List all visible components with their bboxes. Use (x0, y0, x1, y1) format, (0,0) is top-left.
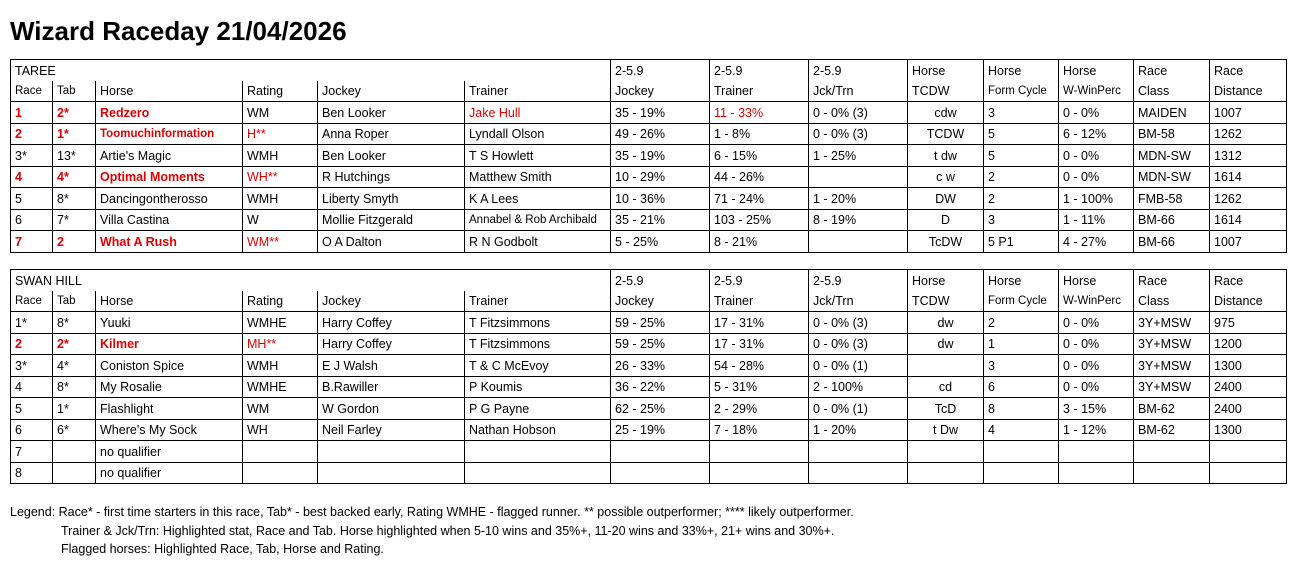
cell-tcdw: TcDW (908, 231, 984, 253)
column-header: Jockey (611, 291, 710, 312)
cell-tab: 2* (53, 333, 96, 355)
cell-w-winperc (1059, 462, 1134, 484)
cell-trainer-stat: 8 - 21% (710, 231, 809, 253)
cell-trainer: T S Howlett (465, 145, 611, 167)
cell-jck-trn: 0 - 0% (3) (809, 333, 908, 355)
cell-tab (53, 462, 96, 484)
cell-jockey: Mollie Fitzgerald (318, 209, 465, 231)
cell-tab: 6* (53, 419, 96, 441)
meeting-name: TAREE (11, 60, 611, 81)
cell-jockey-stat (611, 462, 710, 484)
cell-class: 3Y+MSW (1134, 333, 1210, 355)
table-row (11, 312, 1287, 334)
cell-rating: MH** (243, 333, 318, 355)
cell-form-cycle: 5 P1 (984, 231, 1059, 253)
cell-jockey-stat: 10 - 29% (611, 166, 710, 188)
table-row (11, 188, 1287, 210)
cell-distance: 1300 (1210, 355, 1287, 377)
cell-tab: 7* (53, 209, 96, 231)
meeting-table-swan-hill (10, 269, 1287, 484)
cell-distance: 2400 (1210, 398, 1287, 420)
cell-distance: 2400 (1210, 376, 1287, 398)
cell-rating: WH** (243, 166, 318, 188)
meeting-name: SWAN HILL (11, 270, 611, 291)
table-row (11, 209, 1287, 231)
cell-rating: WM (243, 398, 318, 420)
cell-tab: 8* (53, 188, 96, 210)
cell-w-winperc: 1 - 11% (1059, 209, 1134, 231)
column-header: TCDW (908, 81, 984, 102)
header-top-cell: 2-5.9 (611, 60, 710, 81)
cell-tab (53, 441, 96, 463)
cell-race: 4 (11, 166, 53, 188)
cell-distance: 1312 (1210, 145, 1287, 167)
column-header: Jck/Trn (809, 291, 908, 312)
cell-jockey: Ben Looker (318, 102, 465, 124)
column-header: Form Cycle (984, 81, 1059, 102)
cell-race: 8 (11, 462, 53, 484)
cell-tcdw: dw (908, 333, 984, 355)
header-top-cell: 2-5.9 (611, 270, 710, 291)
cell-trainer (465, 462, 611, 484)
cell-race: 5 (11, 188, 53, 210)
cell-w-winperc: 1 - 100% (1059, 188, 1134, 210)
cell-w-winperc: 0 - 0% (1059, 376, 1134, 398)
cell-trainer-stat (710, 462, 809, 484)
cell-race: 5 (11, 398, 53, 420)
header-top-cell: 2-5.9 (710, 270, 809, 291)
column-header: Jockey (318, 291, 465, 312)
cell-trainer-stat: 17 - 31% (710, 312, 809, 334)
cell-horse: Flashlight (96, 398, 243, 420)
cell-jockey-stat: 62 - 25% (611, 398, 710, 420)
cell-jockey: Harry Coffey (318, 312, 465, 334)
column-header: Class (1134, 81, 1210, 102)
cell-trainer-stat (710, 441, 809, 463)
cell-distance: 1007 (1210, 102, 1287, 124)
cell-w-winperc: 6 - 12% (1059, 123, 1134, 145)
cell-distance: 1614 (1210, 166, 1287, 188)
cell-tcdw: D (908, 209, 984, 231)
cell-tcdw (908, 355, 984, 377)
cell-trainer: Matthew Smith (465, 166, 611, 188)
cell-tcdw: c w (908, 166, 984, 188)
header-top-cell: Race (1210, 60, 1287, 81)
cell-jockey: O A Dalton (318, 231, 465, 253)
cell-trainer: K A Lees (465, 188, 611, 210)
cell-horse: Toomuchinformation (96, 123, 243, 145)
cell-jck-trn: 1 - 25% (809, 145, 908, 167)
cell-tcdw: TCDW (908, 123, 984, 145)
cell-class (1134, 462, 1210, 484)
cell-tab: 8* (53, 376, 96, 398)
cell-trainer-stat: 5 - 31% (710, 376, 809, 398)
column-header: Trainer (465, 81, 611, 102)
cell-jockey-stat (611, 441, 710, 463)
cell-rating: WM (243, 102, 318, 124)
cell-trainer-stat: 44 - 26% (710, 166, 809, 188)
cell-rating: WMH (243, 145, 318, 167)
column-header: Race (11, 81, 53, 102)
cell-class: MDN-SW (1134, 166, 1210, 188)
cell-w-winperc: 0 - 0% (1059, 102, 1134, 124)
cell-class: MDN-SW (1134, 145, 1210, 167)
table-row (11, 123, 1287, 145)
column-header: Race (11, 291, 53, 312)
column-header: Jockey (318, 81, 465, 102)
column-header: Rating (243, 81, 318, 102)
cell-jck-trn: 1 - 20% (809, 188, 908, 210)
cell-trainer: Annabel & Rob Archibald (465, 209, 611, 231)
cell-class: BM-62 (1134, 398, 1210, 420)
cell-race: 1 (11, 102, 53, 124)
legend-line-3: Flagged horses: Highlighted Race, Tab, Horse and Rating. (61, 542, 384, 556)
cell-tab: 13* (53, 145, 96, 167)
cell-trainer-stat: 2 - 29% (710, 398, 809, 420)
cell-rating: WH (243, 419, 318, 441)
cell-jockey: E J Walsh (318, 355, 465, 377)
cell-rating: WMH (243, 355, 318, 377)
cell-w-winperc: 0 - 0% (1059, 145, 1134, 167)
cell-w-winperc: 0 - 0% (1059, 312, 1134, 334)
cell-class: FMB-58 (1134, 188, 1210, 210)
cell-jck-trn: 0 - 0% (1) (809, 398, 908, 420)
cell-jockey-stat: 5 - 25% (611, 231, 710, 253)
table-row (11, 145, 1287, 167)
cell-tcdw: TcD (908, 398, 984, 420)
cell-horse: no qualifier (96, 462, 243, 484)
cell-trainer: Lyndall Olson (465, 123, 611, 145)
legend-line-1: Legend: Race* - first time starters in this race, Tab* - best backed early, Rating WMHE - flagged runner. ** possible outperformer; **** likely outperformer. (10, 505, 854, 519)
page-title: Wizard Raceday 21/04/2026 (10, 16, 347, 46)
cell-rating: WMHE (243, 376, 318, 398)
cell-class: MAIDEN (1134, 102, 1210, 124)
cell-class: 3Y+MSW (1134, 376, 1210, 398)
cell-rating: WMH (243, 188, 318, 210)
column-header: Jck/Trn (809, 81, 908, 102)
cell-jockey: W Gordon (318, 398, 465, 420)
cell-trainer-stat: 1 - 8% (710, 123, 809, 145)
cell-jockey: Liberty Smyth (318, 188, 465, 210)
cell-w-winperc: 0 - 0% (1059, 333, 1134, 355)
cell-trainer: T & C McEvoy (465, 355, 611, 377)
cell-distance (1210, 462, 1287, 484)
cell-race: 1* (11, 312, 53, 334)
cell-jockey-stat: 49 - 26% (611, 123, 710, 145)
cell-trainer-stat: 7 - 18% (710, 419, 809, 441)
cell-form-cycle: 2 (984, 166, 1059, 188)
cell-trainer: Nathan Hobson (465, 419, 611, 441)
cell-trainer (465, 441, 611, 463)
header-top-cell: 2-5.9 (710, 60, 809, 81)
cell-tcdw (908, 462, 984, 484)
column-header: Horse (96, 81, 243, 102)
cell-jockey: Neil Farley (318, 419, 465, 441)
cell-form-cycle (984, 462, 1059, 484)
cell-form-cycle: 2 (984, 312, 1059, 334)
cell-jockey-stat: 59 - 25% (611, 312, 710, 334)
header-top-cell: Horse (908, 60, 984, 81)
cell-tab: 8* (53, 312, 96, 334)
header-top-cell: Horse (984, 60, 1059, 81)
cell-tcdw (908, 441, 984, 463)
cell-jockey-stat: 35 - 21% (611, 209, 710, 231)
cell-race: 3* (11, 355, 53, 377)
column-header-row (11, 81, 1287, 102)
cell-jockey: Harry Coffey (318, 333, 465, 355)
column-header: W-WinPerc (1059, 291, 1134, 312)
cell-jockey-stat: 59 - 25% (611, 333, 710, 355)
cell-jck-trn: 0 - 0% (3) (809, 102, 908, 124)
cell-form-cycle: 2 (984, 188, 1059, 210)
cell-jockey-stat: 10 - 36% (611, 188, 710, 210)
cell-jockey: B.Rawiller (318, 376, 465, 398)
cell-tcdw: cdw (908, 102, 984, 124)
cell-race: 6 (11, 419, 53, 441)
cell-form-cycle: 1 (984, 333, 1059, 355)
header-top-cell: 2-5.9 (809, 60, 908, 81)
column-header-row (11, 291, 1287, 312)
cell-distance: 1262 (1210, 188, 1287, 210)
cell-trainer: T Fitzsimmons (465, 333, 611, 355)
cell-tab: 1* (53, 398, 96, 420)
column-header: Rating (243, 291, 318, 312)
table-row (11, 166, 1287, 188)
header-top-cell: 2-5.9 (809, 270, 908, 291)
column-header: TCDW (908, 291, 984, 312)
header-top-cell: Horse (908, 270, 984, 291)
cell-w-winperc: 0 - 0% (1059, 166, 1134, 188)
cell-jck-trn (809, 462, 908, 484)
cell-jockey (318, 462, 465, 484)
meeting-header-row (11, 270, 1287, 291)
cell-trainer-stat: 11 - 33% (710, 102, 809, 124)
cell-horse: Coniston Spice (96, 355, 243, 377)
cell-horse: Redzero (96, 102, 243, 124)
cell-class: 3Y+MSW (1134, 355, 1210, 377)
cell-distance: 975 (1210, 312, 1287, 334)
table-row (11, 419, 1287, 441)
table-row (11, 462, 1287, 484)
cell-form-cycle: 6 (984, 376, 1059, 398)
cell-rating: WM** (243, 231, 318, 253)
cell-trainer-stat: 103 - 25% (710, 209, 809, 231)
table-row (11, 441, 1287, 463)
cell-w-winperc: 0 - 0% (1059, 355, 1134, 377)
cell-rating: W (243, 209, 318, 231)
meeting-header-row (11, 60, 1287, 81)
cell-rating (243, 441, 318, 463)
column-header: Class (1134, 291, 1210, 312)
header-top-cell: Horse (1059, 270, 1134, 291)
cell-class: 3Y+MSW (1134, 312, 1210, 334)
cell-race: 2 (11, 333, 53, 355)
cell-w-winperc: 1 - 12% (1059, 419, 1134, 441)
cell-class: BM-62 (1134, 419, 1210, 441)
cell-tab: 2 (53, 231, 96, 253)
cell-distance: 1614 (1210, 209, 1287, 231)
header-top-cell: Horse (1059, 60, 1134, 81)
cell-jockey-stat: 35 - 19% (611, 102, 710, 124)
cell-rating: H** (243, 123, 318, 145)
column-header: Horse (96, 291, 243, 312)
cell-horse: Villa Castina (96, 209, 243, 231)
legend (10, 503, 854, 559)
header-top-cell: Horse (984, 270, 1059, 291)
cell-race: 2 (11, 123, 53, 145)
cell-form-cycle: 3 (984, 355, 1059, 377)
cell-race: 6 (11, 209, 53, 231)
cell-race: 3* (11, 145, 53, 167)
column-header: Tab (53, 291, 96, 312)
cell-horse: Kilmer (96, 333, 243, 355)
cell-jockey-stat: 25 - 19% (611, 419, 710, 441)
column-header: Tab (53, 81, 96, 102)
cell-tcdw: cd (908, 376, 984, 398)
cell-horse: Dancingontherosso (96, 188, 243, 210)
cell-class: BM-66 (1134, 231, 1210, 253)
cell-rating: WMHE (243, 312, 318, 334)
cell-class (1134, 441, 1210, 463)
cell-rating (243, 462, 318, 484)
cell-jck-trn: 1 - 20% (809, 419, 908, 441)
cell-form-cycle: 4 (984, 419, 1059, 441)
cell-w-winperc (1059, 441, 1134, 463)
cell-trainer-stat: 6 - 15% (710, 145, 809, 167)
meeting-table-taree (10, 59, 1287, 253)
cell-horse: Artie's Magic (96, 145, 243, 167)
cell-jockey (318, 441, 465, 463)
cell-trainer: P Koumis (465, 376, 611, 398)
cell-horse: What A Rush (96, 231, 243, 253)
cell-form-cycle: 5 (984, 145, 1059, 167)
cell-jockey: R Hutchings (318, 166, 465, 188)
cell-trainer-stat: 54 - 28% (710, 355, 809, 377)
cell-trainer: R N Godbolt (465, 231, 611, 253)
cell-trainer: P G Payne (465, 398, 611, 420)
cell-jck-trn: 0 - 0% (3) (809, 123, 908, 145)
cell-trainer: Jake Hull (465, 102, 611, 124)
column-header: Distance (1210, 81, 1287, 102)
cell-distance: 1262 (1210, 123, 1287, 145)
column-header: Trainer (710, 291, 809, 312)
table-row (11, 398, 1287, 420)
cell-jck-trn: 0 - 0% (3) (809, 312, 908, 334)
cell-jockey: Anna Roper (318, 123, 465, 145)
cell-form-cycle: 8 (984, 398, 1059, 420)
column-header: W-WinPerc (1059, 81, 1134, 102)
cell-form-cycle: 3 (984, 102, 1059, 124)
cell-w-winperc: 4 - 27% (1059, 231, 1134, 253)
cell-trainer-stat: 17 - 31% (710, 333, 809, 355)
cell-distance: 1200 (1210, 333, 1287, 355)
cell-race: 7 (11, 231, 53, 253)
cell-race: 7 (11, 441, 53, 463)
cell-tab: 4* (53, 355, 96, 377)
cell-trainer: T Fitzsimmons (465, 312, 611, 334)
cell-class: BM-58 (1134, 123, 1210, 145)
column-header: Trainer (710, 81, 809, 102)
cell-jck-trn (809, 231, 908, 253)
cell-tcdw: t dw (908, 145, 984, 167)
cell-horse: Where's My Sock (96, 419, 243, 441)
table-row (11, 102, 1287, 124)
cell-horse: My Rosalie (96, 376, 243, 398)
cell-jockey: Ben Looker (318, 145, 465, 167)
column-header: Form Cycle (984, 291, 1059, 312)
cell-form-cycle (984, 441, 1059, 463)
cell-w-winperc: 3 - 15% (1059, 398, 1134, 420)
cell-tab: 4* (53, 166, 96, 188)
cell-tcdw: DW (908, 188, 984, 210)
cell-jockey-stat: 35 - 19% (611, 145, 710, 167)
header-top-cell: Race (1134, 270, 1210, 291)
cell-form-cycle: 5 (984, 123, 1059, 145)
table-row (11, 231, 1287, 253)
header-top-cell: Race (1134, 60, 1210, 81)
column-header: Trainer (465, 291, 611, 312)
column-header: Jockey (611, 81, 710, 102)
cell-jockey-stat: 26 - 33% (611, 355, 710, 377)
table-row (11, 333, 1287, 355)
header-top-cell: Race (1210, 270, 1287, 291)
cell-jck-trn (809, 166, 908, 188)
cell-jck-trn: 0 - 0% (1) (809, 355, 908, 377)
cell-horse: no qualifier (96, 441, 243, 463)
cell-race: 4 (11, 376, 53, 398)
cell-jockey-stat: 36 - 22% (611, 376, 710, 398)
cell-horse: Yuuki (96, 312, 243, 334)
cell-trainer-stat: 71 - 24% (710, 188, 809, 210)
cell-tab: 2* (53, 102, 96, 124)
column-header: Distance (1210, 291, 1287, 312)
table-row (11, 355, 1287, 377)
cell-form-cycle: 3 (984, 209, 1059, 231)
cell-tab: 1* (53, 123, 96, 145)
legend-line-2: Trainer & Jck/Trn: Highlighted stat, Race and Tab. Horse highlighted when 5-10 wins and 35%+, 11-20 wins and 33%+, 21+ wins and 30%+. (61, 523, 835, 538)
cell-jck-trn (809, 441, 908, 463)
cell-class: BM-66 (1134, 209, 1210, 231)
cell-tcdw: t Dw (908, 419, 984, 441)
cell-jck-trn: 2 - 100% (809, 376, 908, 398)
cell-distance: 1300 (1210, 419, 1287, 441)
cell-distance: 1007 (1210, 231, 1287, 253)
cell-distance (1210, 441, 1287, 463)
table-row (11, 376, 1287, 398)
cell-jck-trn: 8 - 19% (809, 209, 908, 231)
cell-tcdw: dw (908, 312, 984, 334)
cell-horse: Optimal Moments (96, 166, 243, 188)
